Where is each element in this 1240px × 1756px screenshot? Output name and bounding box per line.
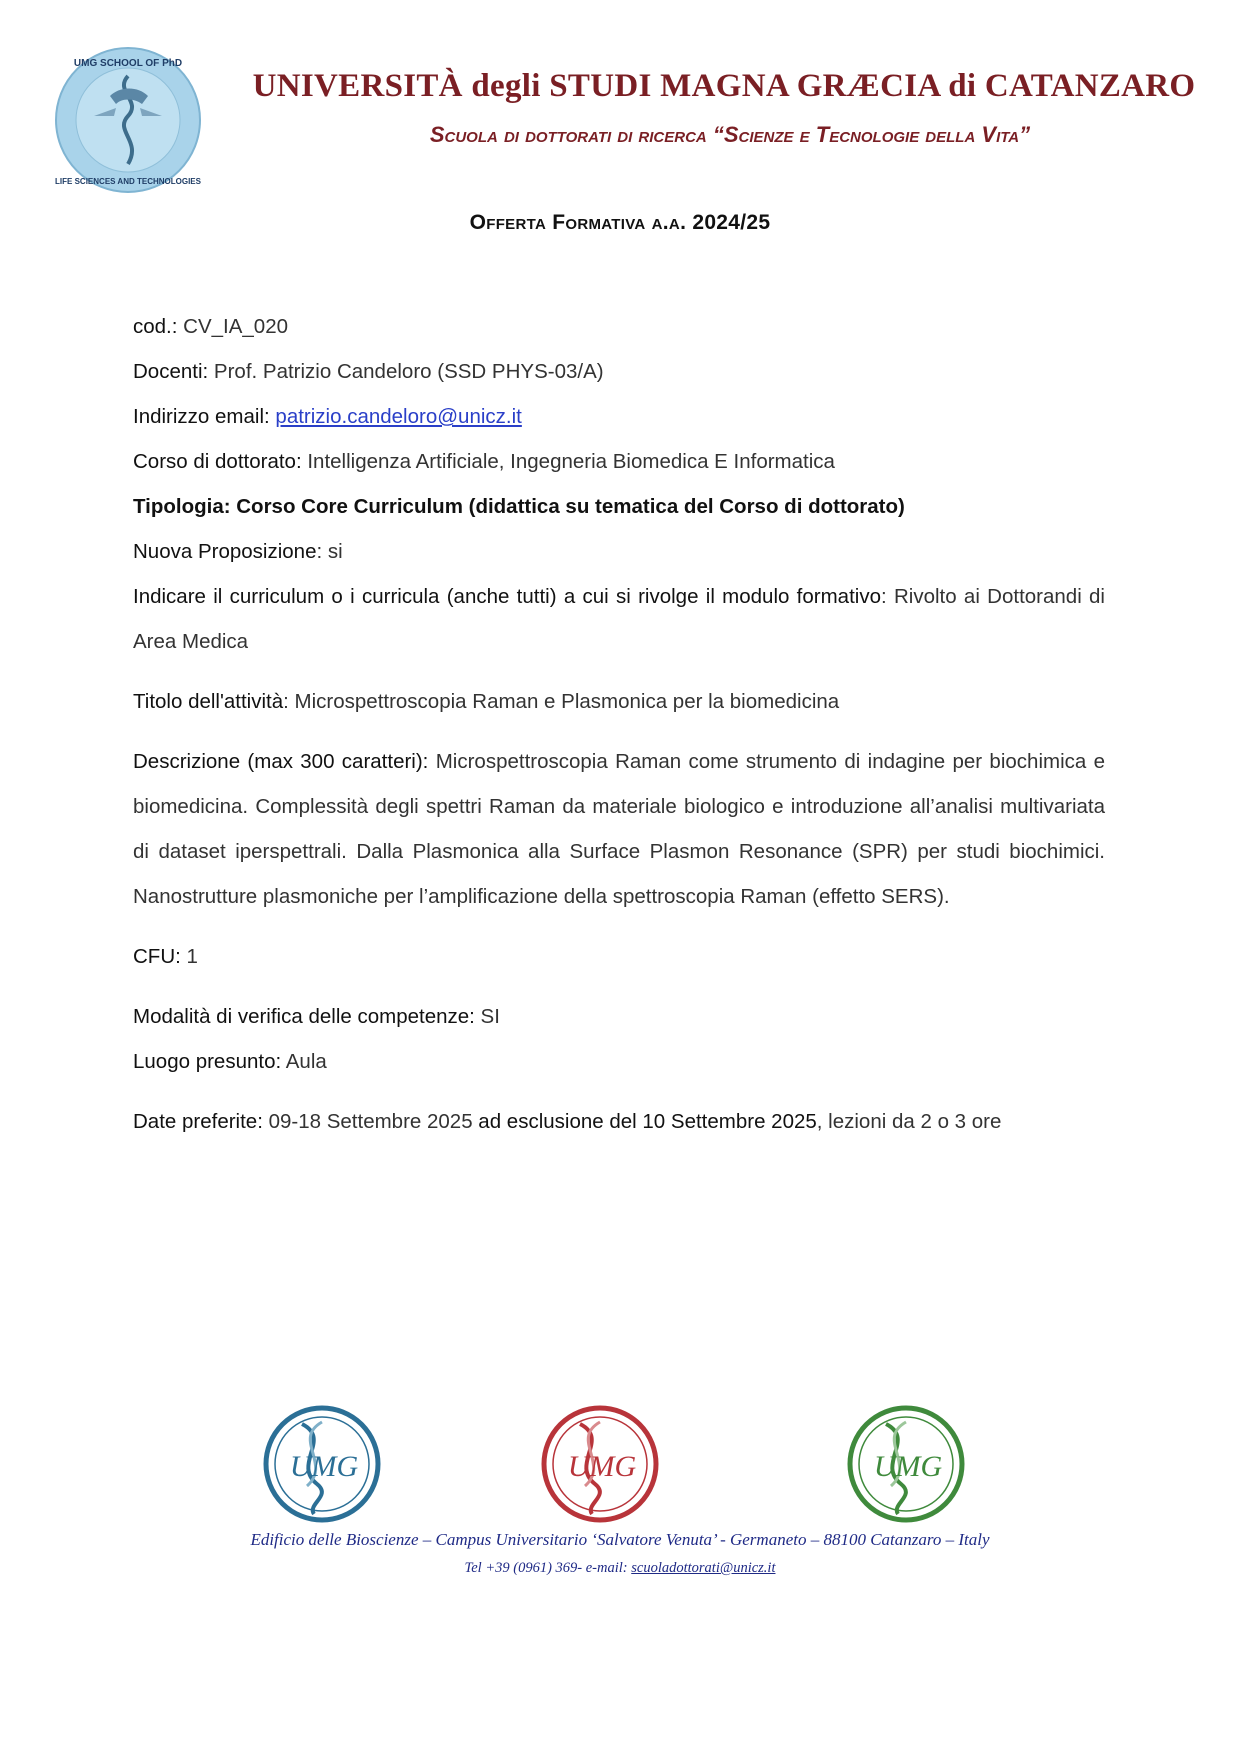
luogo-label: Luogo presunto: [133,1050,282,1073]
footer-tel: Tel +39 (0961) 369- e-mail: [464,1560,632,1576]
field-docenti [133,349,1105,394]
luogo-value: Aula [281,1050,327,1073]
svg-text:UMG: UMG [873,1450,943,1483]
date-label: Date preferite: [133,1110,263,1133]
svg-text:UMG: UMG [289,1450,359,1483]
curriculum-label: Indicare il curriculum o i curricula (anche tutti) a cui si rivolge il modulo formativo [133,585,881,608]
date-value: 09-18 Settembre 2025 [262,1110,479,1133]
footer-email-link[interactable]: scuoladottorati@unicz.it [631,1560,776,1576]
school-logo [54,46,202,194]
cod-value: CV_IA_020 [177,315,289,338]
date-exclusion: ad esclusione del 10 Settembre 2025 [478,1110,817,1133]
field-modalita [133,994,1105,1039]
curriculum-value: : Rivolto ai Dottorandi di Area Medica [133,585,1105,653]
field-titolo [133,679,1105,724]
descrizione-value: Microspettroscopia Raman come strumento di indagine per biochimica e biomedicina. Complessità degli spettri Raman da materiale biologico e introduzione all’analisi multivariata di dataset iperspettrali. Dalla Plasmonica alla Surface Plasmon Resonance (SPR) per studi biochimici. Nanostrutture plasmoniche per l’amplificazione della spettroscopia Raman (effetto SERS). [133,750,1105,908]
field-luogo [133,1039,1105,1084]
field-email [133,394,1105,439]
field-corso [133,439,1105,484]
corso-label: Corso di dottorato: [133,450,302,473]
descrizione-label: Descrizione (max 300 caratteri): [133,750,429,773]
footer-contact [0,1560,1240,1577]
offerta-heading: Offerta Formativa a.a. 2024/25 [469,211,771,234]
nuova-label: Nuova Proposizione [133,540,317,563]
university-title: UNIVERSITÀ degli STUDI MAGNA GRÆCIA di CATANZARO [252,68,1196,104]
school-title: Scuola di dottorati di ricerca “Scienze e Tecnologie della Vita” [429,122,1031,147]
course-details [133,304,1105,1144]
umg-logo-blue [262,1404,382,1524]
field-cfu [133,934,1105,979]
cod-label: cod.: [133,315,178,338]
svg-text:UMG SCHOOL OF PhD: UMG SCHOOL OF PhD [73,58,183,69]
cfu-label: CFU: [133,945,181,968]
umg-logo-red [540,1404,660,1524]
date-lessons: , lezioni da 2 o 3 ore [816,1110,1002,1133]
titolo-value: : Microspettroscopia Raman e Plasmonica per la biomedicina [283,690,840,713]
corso-value: Intelligenza Artificiale, Ingegneria Biomedica E Informatica [301,450,835,473]
field-curriculum [133,574,1105,664]
email-label: Indirizzo email: [133,405,270,428]
svg-text:LIFE SCIENCES AND TECHNOLOGIES: LIFE SCIENCES AND TECHNOLOGIES [55,177,201,186]
cfu-value: 1 [180,945,198,968]
field-tipologia: Tipologia: Corso Core Curriculum (didattica su tematica del Corso di dottorato) [133,495,905,518]
field-descrizione [133,739,1105,919]
modalita-label: Modalità di verifica delle competenze: [133,1005,475,1028]
umg-logo-green [846,1404,966,1524]
nuova-value: : si [316,540,343,563]
svg-text:UMG: UMG [567,1450,637,1483]
footer-address: Edificio delle Bioscienze – Campus Universitario ‘Salvatore Venuta’ - Germaneto – 88100 Catanzaro – Italy [250,1530,990,1549]
field-cod [133,304,1105,349]
modalita-value: SI [474,1005,500,1028]
field-nuova-proposizione [133,529,1105,574]
docenti-value: Prof. Patrizio Candeloro (SSD PHYS-03/A) [208,360,604,383]
titolo-label: Titolo dell'attività [133,690,284,713]
field-date [133,1099,1105,1144]
email-link[interactable]: patrizio.candeloro@unicz.it [275,405,522,428]
docenti-label: Docenti: [133,360,209,383]
